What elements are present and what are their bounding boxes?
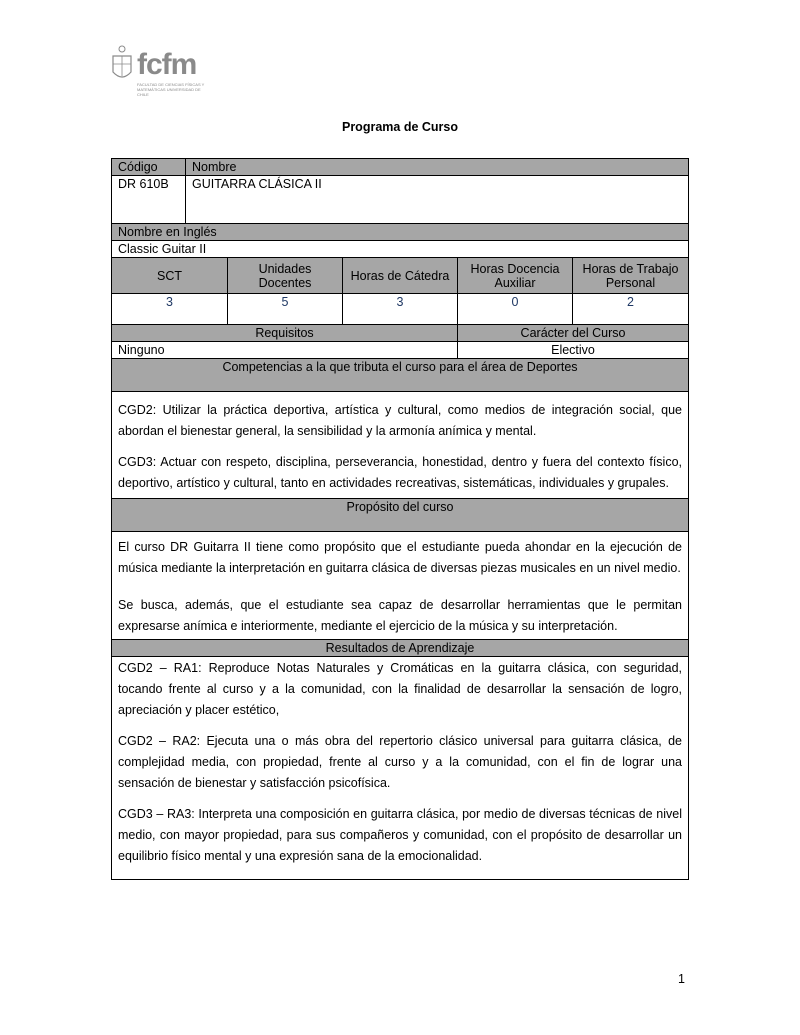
- requirements-header-row: [112, 325, 688, 342]
- requirements-value: Ninguno: [112, 342, 458, 358]
- hours-value-lecture: 3: [343, 294, 458, 324]
- character-label: Carácter del Curso: [520, 326, 626, 340]
- hours-header-row: [112, 258, 688, 294]
- hours-header-lecture: Horas de Cátedra: [343, 258, 458, 293]
- name-label: Nombre: [192, 160, 237, 174]
- hours-header-auxiliary: Horas Docencia Auxiliar: [458, 258, 573, 293]
- requirements-label: Requisitos: [112, 325, 458, 341]
- crest-icon: [110, 44, 134, 84]
- hours-header-sct: SCT: [112, 258, 228, 293]
- hours-value-sct: 3: [112, 294, 228, 324]
- requirements-row: [112, 342, 688, 359]
- logo-wordmark: fcfm: [137, 48, 197, 81]
- purpose-heading: Propósito del curso: [346, 500, 454, 514]
- course-program-table: [111, 158, 689, 880]
- code-name-row: [112, 176, 688, 224]
- english-name: Classic Guitar II: [118, 242, 207, 256]
- logo-caption: FACULTAD DE CIENCIAS FÍSICAS Y MATEMÁTICAS UNIVERSIDAD DE CHILE: [137, 82, 205, 97]
- outcome-ra1: CGD2 – RA1: Reproduce Notas Naturales y Cromáticas en la guitarra clásica, con seguridad, tocando frente al curso y a la comunidad, con la finalidad de desarrollar la sensación de logro, apreciación y placer estético,: [118, 661, 682, 717]
- hours-values-row: [112, 294, 688, 325]
- purpose-block: [112, 532, 688, 640]
- faculty-logo: [110, 44, 205, 104]
- page-title: Programa de Curso: [341, 120, 458, 134]
- course-name: GUITARRA CLÁSICA II: [192, 177, 322, 191]
- page-number: 1: [678, 972, 685, 986]
- outcome-ra2: CGD2 – RA2: Ejecuta una o más obra del repertorio clásico universal para guitarra clásica, de complejidad media, con propiedad, frente al curso y a la comunidad, con el fin de lograr una sensación de bienestar y satisfacción psicofísica.: [118, 734, 682, 790]
- course-code: DR 610B: [112, 176, 186, 223]
- purpose-header-row: [112, 499, 688, 532]
- hours-value-personal: 2: [627, 295, 634, 309]
- hours-value-auxiliary: 0: [458, 294, 573, 324]
- outcomes-block: [112, 657, 688, 879]
- purpose-paragraph-2: Se busca, además, que el estudiante sea capaz de desarrollar herramientas que le permitan expresarse anímica e interiormente, mediante el ejercicio de la música y su interpretación.: [118, 598, 682, 633]
- competency-cgd3: CGD3: Actuar con respeto, disciplina, perseverancia, honestidad, dentro y fuera del contexto físico, deportivo, artístico y cultural, tanto en actividades recreativas, sistemáticas, individuales y grupales.: [118, 455, 682, 490]
- outcomes-heading: Resultados de Aprendizaje: [325, 641, 475, 655]
- hours-header-units: Unidades Docentes: [228, 258, 343, 293]
- competencies-header-row: [112, 359, 688, 392]
- code-label: Código: [112, 159, 186, 175]
- code-name-header-row: [112, 159, 688, 176]
- english-name-header-row: [112, 224, 688, 241]
- hours-header-personal: Horas de Trabajo Personal: [582, 261, 679, 290]
- english-name-row: [112, 241, 688, 258]
- character-value: Electivo: [551, 343, 595, 357]
- outcome-ra3: CGD3 – RA3: Interpreta una composición en guitarra clásica, por medio de diversas técnicas de nivel medio, con mayor propiedad, para sus compañeros y comunidad, con el propósito de desarrollar un equilibrio físico mental y una expresión sana de la emocionalidad.: [118, 807, 682, 863]
- hours-value-units: 5: [228, 294, 343, 324]
- purpose-paragraph-1: El curso DR Guitarra II tiene como propósito que el estudiante pueda ahondar en la ejecución de música mediante la interpretación en guitarra clásica de diversas piezas musicales en un nivel medio.: [118, 540, 682, 575]
- competencies-block: [112, 392, 688, 499]
- outcomes-header-row: [112, 640, 688, 657]
- competency-cgd2: CGD2: Utilizar la práctica deportiva, artística y cultural, como medios de integración social, que abordan el bienestar general, la sensibilidad y la armonía anímica y mental.: [118, 403, 682, 438]
- competencies-heading: Competencias a la que tributa el curso para el área de Deportes: [222, 360, 578, 374]
- english-name-label: Nombre en Inglés: [118, 225, 217, 239]
